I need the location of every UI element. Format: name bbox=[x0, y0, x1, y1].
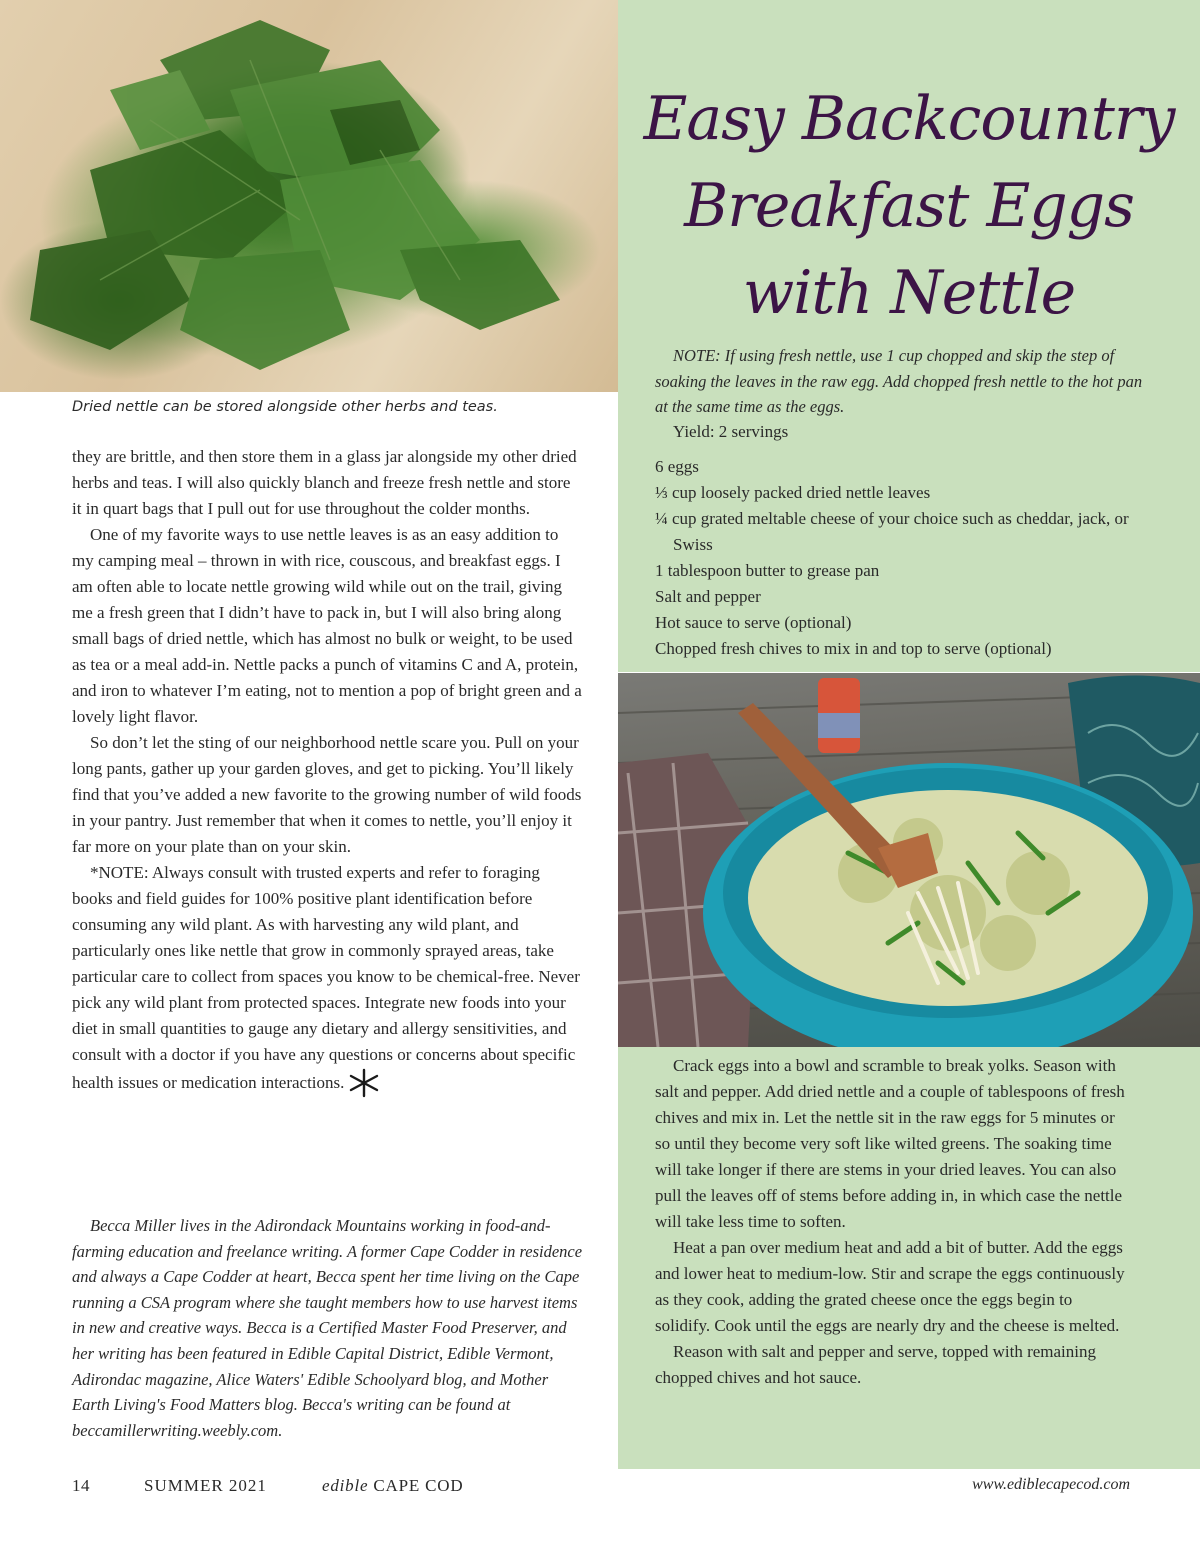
article-paragraph-note bbox=[72, 860, 584, 1098]
method-step: Crack eggs into a bowl and scramble to break yolks. Season with salt and pepper. Add dried nettle and a couple of tablespoons of fresh chives and mix in. Let the nettle sit in the raw eggs for 5 minutes or so until they become very soft like wilted greens. The soaking time will take longer if there are stems in your dried leaves. You can also pull the leaves off of stems before adding in, in which case the nettle will take less time to soften. bbox=[655, 1056, 1125, 1231]
recipe-yield: Yield: 2 servings bbox=[673, 422, 789, 441]
eggs-bowl-illustration bbox=[618, 673, 1200, 1047]
page-number: 14 bbox=[72, 1476, 90, 1495]
website-url[interactable]: www.ediblecapecod.com bbox=[972, 1476, 1130, 1493]
eggs-bowl-photo bbox=[618, 673, 1200, 1047]
ingredient-item: 1 tablespoon butter to grease pan bbox=[655, 561, 880, 580]
end-mark-star-icon bbox=[348, 1068, 380, 1098]
article-paragraph: One of my favorite ways to use nettle leaves is as an easy addition to my camping meal – thrown in with rice, couscous, and breakfast eggs. I am often able to locate nettle growing wild while out on the trail, giving me a fresh green that I didn’t have to pack in, but I will also bring along small bags of dried nettle, which has almost no bulk or weight, to be used as tea or a meal add-in. Nettle packs a punch of vitamins C and A, protein, and iron to whatever I’m eating, not to mention a pop of bright green and a lovely light flavor. bbox=[72, 525, 582, 726]
ingredient-item: Hot sauce to serve (optional) bbox=[655, 613, 852, 632]
dried-nettle-illustration bbox=[0, 0, 618, 392]
recipe-title bbox=[618, 76, 1200, 337]
recipe-note-text: NOTE: If using fresh nettle, use 1 cup chopped and skip the step of soaking the leaves in the raw egg. Add chopped fresh nettle to the hot pan at the same time as the eggs. bbox=[655, 346, 1143, 416]
safety-note-text: *NOTE: Always consult with trusted experts and refer to foraging books and field guides for 100% positive plant identification before consuming any wild plant. As with harvesting any wild plant, and particularly ones like nettle that grow in commonly sprayed areas, take particular care to collect from spaces you know to be chemical-free. Never pick any wild plant from protected spaces. Integrate new foods into your diet in small quantities to gauge any dietary and allergy sensitivities, and consult with a doctor if you have any questions or concerns about specific health issues or medication interactions. bbox=[72, 863, 580, 1092]
article-body bbox=[72, 444, 584, 1098]
ingredient-item: Chopped fresh chives to mix in and top to serve (optional) bbox=[655, 639, 1052, 658]
issue-label: SUMMER 2021 bbox=[144, 1476, 267, 1495]
author-bio-text: Becca Miller lives in the Adirondack Mountains working in food-and-farming education and freelance writing. A former Cape Codder in residence and always a Cape Codder at heart, Becca spent her time living on the Cape running a CSA program where she taught members how to use harvest items in new and creative ways. Becca is a Certified Master Food Preserver, and her writing has been featured in Edible Capital District, Edible Vermont, Adirondac magazine, Alice Waters' Edible Schoolyard blog, and Mother Earth Living's Food Matters blog. Becca's writing can be found at beccamillerwriting.weebly.com. bbox=[72, 1216, 583, 1440]
article-paragraph: they are brittle, and then store them in a glass jar alongside my other dried herbs and teas. I will also quickly blanch and freeze fresh nettle and store it in quart bags that I pull out for use throughout the colder months. bbox=[72, 447, 577, 518]
magazine-name-text: CAPE COD bbox=[373, 1476, 464, 1495]
magazine-name bbox=[322, 1476, 463, 1496]
recipe-title-line: Breakfast Eggs bbox=[684, 171, 1134, 241]
photo-caption: Dried nettle can be stored alongside other herbs and teas. bbox=[72, 399, 498, 415]
ingredient-item: ⅓ cup loosely packed dried nettle leaves bbox=[655, 483, 931, 502]
recipe-title-line: with Nettle bbox=[742, 258, 1076, 328]
method-step: Reason with salt and pepper and serve, topped with remaining chopped chives and hot sauce. bbox=[655, 1342, 1096, 1387]
ingredient-item: ¼ cup grated meltable cheese of your choice such as cheddar, jack, or Swiss bbox=[655, 509, 1129, 554]
method-step: Heat a pan over medium heat and add a bit of butter. Add the eggs and lower heat to medium-low. Stir and scrape the eggs continuously as they cook, adding the grated cheese once the eggs begin to solidify. Cook until the eggs are nearly dry and the cheese is melted. bbox=[655, 1238, 1125, 1335]
dried-nettle-photo bbox=[0, 0, 618, 392]
recipe-note bbox=[655, 343, 1145, 420]
recipe-method bbox=[655, 1053, 1131, 1391]
recipe-title-line: Easy Backcountry bbox=[643, 84, 1175, 154]
magazine-name-italic: edible bbox=[322, 1476, 369, 1495]
ingredient-list bbox=[655, 454, 1155, 662]
ingredient-item: 6 eggs bbox=[655, 457, 699, 476]
article-paragraph: So don’t let the sting of our neighborhood nettle scare you. Pull on your long pants, gather up your garden gloves, and get to picking. You’ll likely find that you’ve added a new favorite to the growing number of wild foods in your pantry. Just remember that when it comes to nettle, you’ll enjoy it far more on your plate than on your skin. bbox=[72, 733, 582, 856]
ingredient-item: Salt and pepper bbox=[655, 587, 761, 606]
author-bio bbox=[72, 1213, 588, 1443]
